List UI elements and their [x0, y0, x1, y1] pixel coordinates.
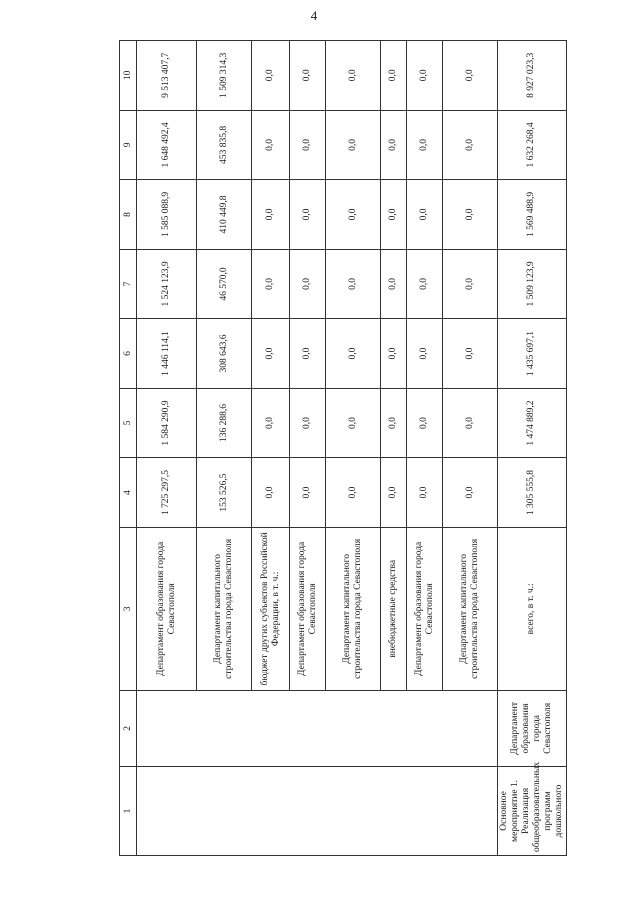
value-cell: 0,0 — [290, 110, 326, 180]
source-cell: внебюджетные средства — [381, 527, 407, 690]
value-cell: 1 509 314,3 — [197, 41, 252, 111]
value-cell: 0,0 — [407, 388, 443, 458]
value-cell: 0,0 — [443, 388, 498, 458]
value-cell: 1 725 297,5 — [137, 458, 197, 528]
value-cell: 0,0 — [381, 458, 407, 528]
value-cell: 0,0 — [252, 41, 290, 111]
value-cell: 8 927 023,3 — [498, 41, 567, 111]
value-cell: 0,0 — [381, 110, 407, 180]
value-cell: 0,0 — [326, 458, 381, 528]
header-cell: 5 — [120, 388, 137, 458]
header-row — [120, 41, 137, 856]
value-cell: 0,0 — [443, 249, 498, 319]
source-cell: бюджет других субъектов Российской Федерации, в т. ч.: — [252, 527, 290, 690]
value-cell: 1 569 488,9 — [498, 180, 567, 250]
table-row — [137, 41, 197, 856]
value-cell: 0,0 — [252, 458, 290, 528]
header-cell: 8 — [120, 180, 137, 250]
empty-cell — [137, 690, 498, 766]
header-cell: 2 — [120, 690, 137, 766]
value-cell: 0,0 — [381, 388, 407, 458]
value-cell: 453 835,8 — [197, 110, 252, 180]
value-cell: 0,0 — [290, 319, 326, 389]
value-cell: 0,0 — [326, 180, 381, 250]
source-cell: Департамент капитального строительства города Севастополя — [197, 527, 252, 690]
value-cell: 0,0 — [290, 388, 326, 458]
value-cell: 0,0 — [326, 319, 381, 389]
executor-cell: Департамент образования города Севастополя — [498, 690, 567, 766]
value-cell: 1 585 088,9 — [137, 180, 197, 250]
header-cell: 1 — [120, 766, 137, 855]
value-cell: 0,0 — [252, 180, 290, 250]
value-cell: 308 643,6 — [197, 319, 252, 389]
value-cell: 0,0 — [443, 110, 498, 180]
header-cell: 3 — [120, 527, 137, 690]
value-cell: 1 305 555,8 — [498, 458, 567, 528]
value-cell: 0,0 — [381, 319, 407, 389]
value-cell: 0,0 — [290, 180, 326, 250]
source-cell: Департамент образования города Севастополя — [290, 527, 326, 690]
measure-cell: Основное мероприятие 1. Реализация общеобразовательных программ дошкольного — [498, 766, 567, 855]
value-cell: 0,0 — [326, 110, 381, 180]
value-cell: 1 632 268,4 — [498, 110, 567, 180]
value-cell: 1 648 492,4 — [137, 110, 197, 180]
value-cell: 0,0 — [407, 41, 443, 111]
value-cell: 0,0 — [290, 458, 326, 528]
value-cell: 0,0 — [407, 249, 443, 319]
value-cell: 0,0 — [252, 388, 290, 458]
value-cell: 0,0 — [443, 41, 498, 111]
value-cell: 0,0 — [443, 180, 498, 250]
value-cell: 1 474 889,2 — [498, 388, 567, 458]
value-cell: 9 513 407,7 — [137, 41, 197, 111]
value-cell: 0,0 — [326, 388, 381, 458]
value-cell: 0,0 — [252, 110, 290, 180]
rotated-table-sheet — [119, 40, 564, 856]
empty-cell — [137, 766, 498, 855]
value-cell: 0,0 — [326, 41, 381, 111]
source-cell: всего, в т. ч.: — [498, 527, 567, 690]
header-cell: 9 — [120, 110, 137, 180]
value-cell: 0,0 — [252, 319, 290, 389]
value-cell: 46 570,0 — [197, 249, 252, 319]
value-cell: 1 584 290,9 — [137, 388, 197, 458]
value-cell: 0,0 — [443, 458, 498, 528]
value-cell: 1 509 123,9 — [498, 249, 567, 319]
funding-table — [119, 40, 567, 856]
value-cell: 0,0 — [407, 180, 443, 250]
value-cell: 0,0 — [407, 319, 443, 389]
page-number: 4 — [310, 8, 318, 23]
value-cell: 0,0 — [252, 249, 290, 319]
source-cell: Департамент образования города Севастополя — [137, 527, 197, 690]
value-cell: 0,0 — [290, 249, 326, 319]
value-cell: 0,0 — [407, 110, 443, 180]
source-cell: Департамент образования города Севастополя — [407, 527, 443, 690]
value-cell: 0,0 — [443, 319, 498, 389]
source-cell: Департамент капитального строительства города Севастополя — [443, 527, 498, 690]
value-cell: 1 435 697,1 — [498, 319, 567, 389]
value-cell: 0,0 — [407, 458, 443, 528]
header-cell: 4 — [120, 458, 137, 528]
header-cell: 10 — [120, 41, 137, 111]
value-cell: 153 526,5 — [197, 458, 252, 528]
table-row-total — [498, 41, 567, 856]
header-cell: 6 — [120, 319, 137, 389]
value-cell: 0,0 — [381, 41, 407, 111]
value-cell: 0,0 — [290, 41, 326, 111]
value-cell: 1 524 123,9 — [137, 249, 197, 319]
value-cell: 0,0 — [326, 249, 381, 319]
value-cell: 0,0 — [381, 180, 407, 250]
value-cell: 0,0 — [381, 249, 407, 319]
value-cell: 1 446 114,1 — [137, 319, 197, 389]
value-cell: 410 449,8 — [197, 180, 252, 250]
value-cell: 136 288,6 — [197, 388, 252, 458]
source-cell: Департамент капитального строительства города Севастополя — [326, 527, 381, 690]
header-cell: 7 — [120, 249, 137, 319]
